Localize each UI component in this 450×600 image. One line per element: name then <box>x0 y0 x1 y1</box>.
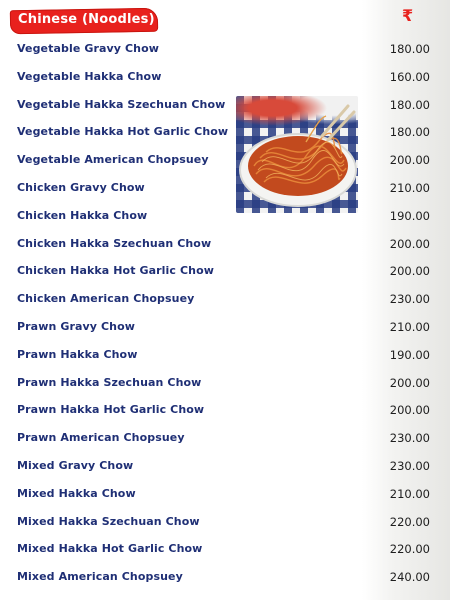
menu-item-price: 180.00 <box>389 97 430 112</box>
menu-item-name: Vegetable Hakka Chow <box>17 69 162 83</box>
menu-item-name: Mixed Hakka Hot Garlic Chow <box>17 542 203 556</box>
menu-row <box>0 542 450 562</box>
menu-item-price: 160.00 <box>389 69 430 84</box>
menu-row <box>0 376 450 396</box>
menu-item-price: 200.00 <box>389 264 430 279</box>
menu-row <box>0 515 450 535</box>
menu-row <box>0 264 450 284</box>
menu-item-price: 230.00 <box>389 431 430 446</box>
menu-item-name: Prawn Hakka Szechuan Chow <box>17 375 202 389</box>
menu-row <box>0 42 450 62</box>
menu-item-name: Chicken Hakka Chow <box>17 208 148 222</box>
menu-row <box>0 209 450 229</box>
menu-item-price: 230.00 <box>389 459 430 473</box>
menu-item-name: Vegetable Hakka Szechuan Chow <box>17 97 226 111</box>
menu-row <box>0 98 450 118</box>
menu-item-name: Chicken American Chopsuey <box>17 292 195 306</box>
menu-row <box>0 459 450 479</box>
menu-item-name: Mixed Gravy Chow <box>17 459 134 472</box>
menu-item-price: 190.00 <box>389 347 430 362</box>
menu-item-name: Prawn Gravy Chow <box>17 320 136 333</box>
menu-item-name: Mixed Hakka Chow <box>17 486 136 500</box>
menu-row <box>0 570 450 590</box>
menu-item-name: Chicken Gravy Chow <box>17 181 145 194</box>
menu-row <box>0 431 450 451</box>
menu-row <box>0 181 450 201</box>
menu-item-name: Vegetable American Chopsuey <box>17 153 209 167</box>
menu-row <box>0 403 450 423</box>
menu-item-price: 200.00 <box>389 236 430 251</box>
menu-item-name: Mixed Hakka Szechuan Chow <box>17 514 200 528</box>
menu-row <box>0 487 450 507</box>
menu-item-price: 240.00 <box>389 570 430 585</box>
menu-row <box>0 348 450 368</box>
menu-row <box>0 70 450 90</box>
rupee-currency-symbol: ₹ <box>402 6 414 25</box>
menu-item-price: 200.00 <box>389 375 430 390</box>
menu-item-name: Mixed American Chopsuey <box>17 570 183 584</box>
menu-item-name: Vegetable Hakka Hot Garlic Chow <box>17 125 229 139</box>
menu-item-price: 210.00 <box>389 320 430 334</box>
menu-row <box>0 125 450 145</box>
menu-row <box>0 237 450 257</box>
menu-item-name: Chicken Hakka Hot Garlic Chow <box>17 264 214 278</box>
menu-item-name: Prawn Hakka Hot Garlic Chow <box>17 403 205 417</box>
menu-item-price: 230.00 <box>389 292 430 307</box>
menu-item-name: Vegetable Gravy Chow <box>17 42 159 55</box>
section-title: Chinese (Noodles) <box>18 12 155 27</box>
menu-item-name: Prawn American Chopsuey <box>17 431 185 445</box>
menu-item-price: 190.00 <box>389 208 430 223</box>
menu-item-price: 200.00 <box>389 403 430 418</box>
menu-row <box>0 153 450 173</box>
menu-row <box>0 320 450 340</box>
menu-item-name: Chicken Hakka Szechuan Chow <box>17 236 212 250</box>
menu-item-price: 180.00 <box>389 125 430 140</box>
menu-item-name: Prawn Hakka Chow <box>17 347 138 361</box>
menu-item-price: 220.00 <box>389 514 430 529</box>
menu-item-price: 180.00 <box>389 42 430 56</box>
menu-item-price: 210.00 <box>389 181 430 195</box>
menu-item-price: 210.00 <box>389 486 430 501</box>
menu-item-price: 220.00 <box>389 542 430 557</box>
menu-item-price: 200.00 <box>389 153 430 168</box>
menu-row <box>0 292 450 312</box>
